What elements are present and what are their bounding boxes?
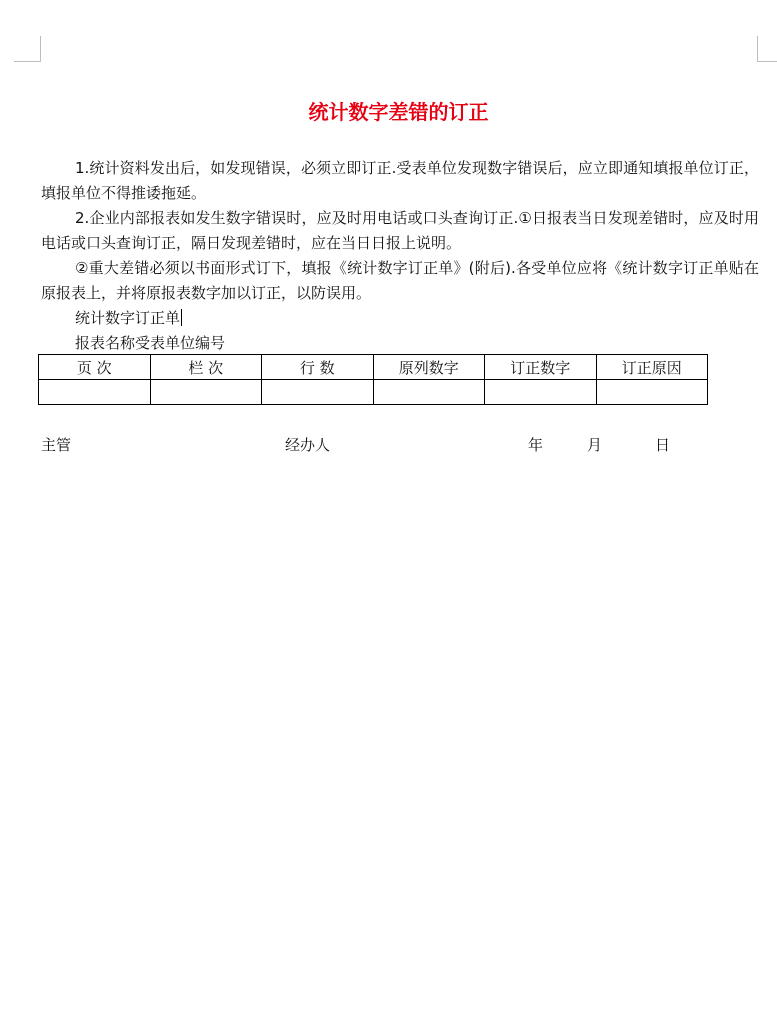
table-row: [39, 380, 708, 405]
form-title-text: 统计数字订正单: [75, 309, 181, 327]
correction-form-table: [38, 354, 708, 405]
header-corrected-number[interactable]: 订正数字: [485, 355, 597, 380]
text-cursor: [181, 309, 182, 326]
table-header-row: [39, 355, 708, 380]
paragraph-1[interactable]: 1.统计资料发出后，如发现错误，必须立即订正.受表单位发现数字错误后，应立即通知填报单位订正，填报单位不得推诿拖延。: [41, 159, 759, 202]
table-cell[interactable]: [39, 380, 151, 405]
handler-label[interactable]: 经办人: [285, 436, 331, 454]
header-column[interactable]: 栏 次: [150, 355, 262, 380]
crop-mark-top-left-vertical: [40, 36, 41, 62]
supervisor-label[interactable]: 主管: [41, 436, 72, 454]
year-label[interactable]: 年: [528, 436, 544, 454]
crop-mark-top-right-horizontal: [757, 61, 777, 62]
table-cell[interactable]: [150, 380, 262, 405]
table-cell[interactable]: [262, 380, 374, 405]
day-label[interactable]: 日: [655, 436, 671, 454]
table-cell[interactable]: [373, 380, 485, 405]
crop-mark-top-right-vertical: [757, 36, 758, 62]
month-label[interactable]: 月: [587, 436, 603, 454]
document-body[interactable]: [41, 156, 759, 356]
paragraph-2[interactable]: 2.企业内部报表如发生数字错误时，应及时用电话或口头查询订正.①日报表当日发现差错时，应及时用电话或口头查询订正，隔日发现差错时，应在当日日报上说明。: [41, 209, 759, 252]
header-page[interactable]: 页 次: [39, 355, 151, 380]
header-row-count[interactable]: 行 数: [262, 355, 374, 380]
table-cell[interactable]: [485, 380, 597, 405]
header-original-number[interactable]: 原列数字: [373, 355, 485, 380]
form-fields-line[interactable]: 报表名称受表单位编号: [75, 334, 226, 352]
paragraph-3[interactable]: ②重大差错必须以书面形式订下，填报《统计数字订正单》(附后).各受单位应将《统计数字订正单贴在原报表上，并将原报表数字加以订正，以防误用。: [41, 259, 759, 302]
header-correction-reason[interactable]: 订正原因: [596, 355, 708, 380]
form-title-line[interactable]: [41, 306, 759, 331]
document-title[interactable]: 统计数字差错的订正: [308, 100, 489, 124]
crop-mark-top-left-horizontal: [14, 61, 41, 62]
table-cell[interactable]: [596, 380, 708, 405]
